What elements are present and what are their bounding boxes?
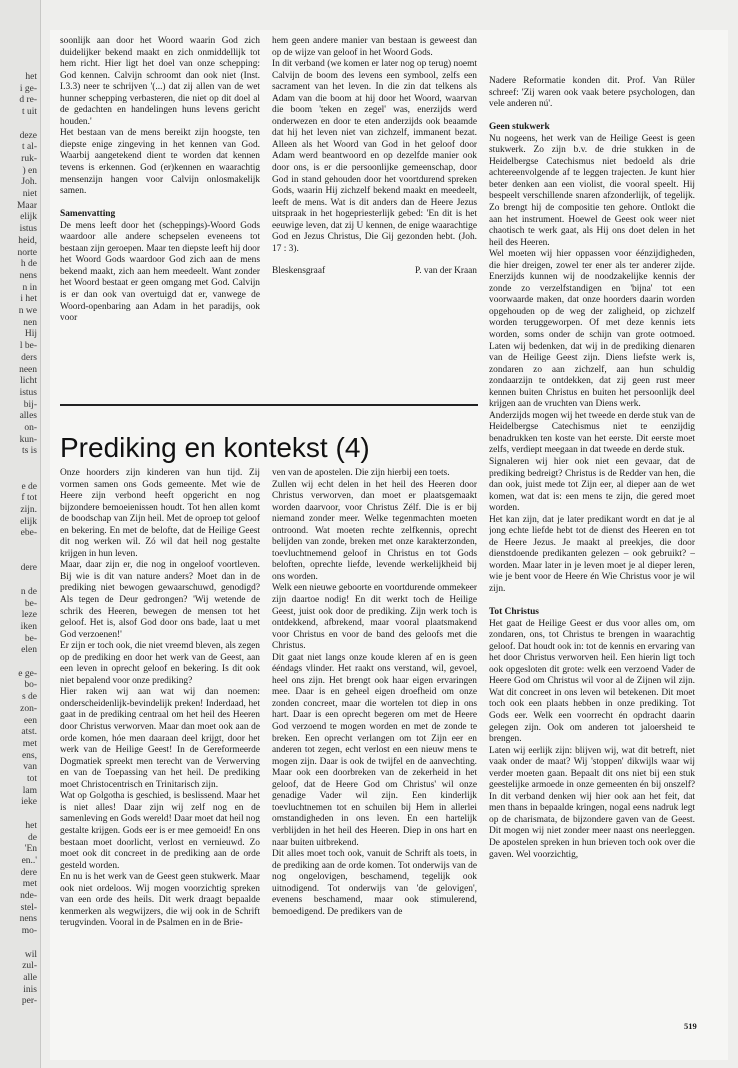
gutter-fragment: n we [18,306,37,316]
section-heading: Tot Christus [489,607,539,618]
gutter-fragment: nen [23,317,37,328]
gutter-fragment: lam [22,785,37,796]
gutter-fragment: ders [21,352,37,363]
gutter-fragment: alle [23,972,37,983]
gutter-fragment: t uit [21,107,37,118]
gutter-fragment: elijk [20,516,37,527]
gutter-fragment: i ge- [19,83,37,94]
gutter-fragment: i het [20,294,37,305]
gutter-fragment: elen [21,645,37,656]
gutter-fragment: wil [24,949,37,960]
paragraph: Onze hoorders zijn kinderen van hun tijd. Zij vormen samen ons Gods gemeente. Met wie de Heere zijn verbond heeft opgericht en nog bijzondere bemoeienissen houdt. Tot hen allen komt de boodschap van Zijn heil. Met de oproep tot geloof en bekering. En met de belofte, dat de Heilige Geest dit nog werken wil. Zó wil dat heil nog gestalte krijgen in hun leven. [60,468,260,559]
gutter-fragment: n de [20,586,37,597]
gutter-fragment: Maar [16,200,37,211]
paragraph: Dit gaat niet langs onze koude kleren af en is geen ééndags vlinder. Het raakt ons verstand, wil, gevoel, heel ons zijn. Het brengt ook haar eigen ervaringen mee. Daar is en geheel eigen droefheid om onze zonden concreet, maar die wortelen tot diep in ons hart. Daar is een oprecht begeren om met de Heere God verzoend te mogen worden en met de zonde te breken. Een oprecht verlangen om tot Zijn eer en anderen tot zegen, echt verlost en een nieuw mens te mogen zijn. Daar is ook de twijfel en de aanvechting. Maar ook een doorbreken van de zekerheid in het geloof, dat de Heere God om Christus' wil onze genadige Vader wil zijn. Een kinderlijk toevluchtnemen tot en schuilen bij Hem in allerlei omstandigheden in ons leven. En een hartelijk verblijden in het heil des Heeren. Diep in ons hart en naar buiten uitbrekend. [272,652,477,848]
gutter-fragment: per- [21,996,37,1007]
gutter-fragment: met [22,879,37,890]
paragraph: Anderzijds mogen wij het tweede en derde stuk van de Heidelbergse Catechismus niet te eenzijdig benadrukken ten koste van het eerste. Dit eerste moet zelfs, verdiept meegaan in dat tweede en derde stuk. [489,410,695,456]
gutter-fragment: het [25,820,37,831]
gutter-fragment: h de [20,259,37,270]
gutter-fragment: bij- [23,399,37,410]
gutter-fragment: leze [21,610,37,621]
paragraph: Maar, daar zijn er, die nog in ongeloof voortleven. Bij wie is dit van nature anders? Moet dan in de prediking niet bewogen gewaarschuwd, genodigd? Als tegen de Deur gedrongen? 'Wij wetende de schrik des Heeren, bewegen de mensen tot het geloof. Het is, alsof God door ons bade, laat u met God verzoenen!' [60,560,260,640]
gutter-fragment: Hij [24,329,37,340]
gutter-fragment: t al- [21,142,37,153]
article-column-1 [60,468,260,1008]
gutter-fragment: inis [23,984,37,995]
gutter-fragment: ts is [21,446,37,457]
paragraph: Het bestaan van de mens bereikt zijn hoogste, ten diepste enige zingeving in het kennen van God. Waarbij aangetekend dient te worden dat kennen tevens is erkennen. God (er)kennen en waarachtig mensenzijn hangen voor Calvijn onlosmakelijk samen. [60,128,260,197]
gutter-fragment: nens [19,270,37,281]
gutter-fragment: n in [22,282,37,293]
gutter-fragment: nde- [20,891,37,901]
gutter-fragment: d re- [19,95,37,106]
gutter-fragment: deze [19,130,37,141]
gutter-fragment: Joh. [21,177,37,188]
page-number: 519 [684,1021,697,1031]
paragraph: Signaleren wij hier ook niet een gevaar, dat de prediking bedreigt? Christus is de Redder van hen, die dan ook, juist mede tot Zijn eer, al dieper aan de wet komen, wat dat is: een mens te zijn, die gered moet worden. [489,457,695,514]
paragraph: Het gaat de Heilige Geest er dus voor alles om, om zondaren, ons, tot Christus te brengen in waarachtig geloof. Dat houdt ook in: tot de kennis en ervaring van het door Christus verworven heil. Een hierin ligt toch ook opgesloten dit grote: welk een verzoend Vader de Heere God om Christus wil voor al de Zijnen wil zijn. Wat dit concreet in ons leven wil betekenen. Dit moet toch ook een plaats hebben in onze prediking. Tot Gods eer. Welk een voorrecht én opdracht daarin gelegen zijn. Ook om anderen tot jaloersheid te brengen. [489,618,695,745]
gutter-fragment: atst. [21,727,37,738]
paragraph: Laten wij eerlijk zijn: blijven wij, wat dit betreft, niet vaak onder de maat? Wij 'stoppen' dikwijls waar wij verder moeten gaan. Bepaalt dit ons niet bij een stuk geestelijke armoede in onze gemeenten én bij onszelf? In dit verband denken wij hier ook aan het feit, dat men thans in bepaalde kringen, nogal eens nadruk legt op de charismata, de bijzondere gaven van de Geest. Dit mogen wij niet zonder meer naast ons neerleggen. De apostelen spreken in hun brieven toch ook over die gaven. Wel voorzichtig, [489,745,695,860]
gutter-fragment: van [23,762,37,773]
gutter-fragment: mo- [21,926,37,937]
paragraph: Wat op Golgotha is geschied, is beslissend. Maar het is niet alles! Daar zijn wij zelf nog en de samenleving en Gods wereld! Daar moet dat heil nog gestalte krijgen. Gods eer is er mee gemoeid! En ons bestaan moet doorlicht, verlost en vernieuwd. Zo moet ook dit concreet in de prediking aan de orde gesteld worden. [60,791,260,871]
gutter-fragment: met [22,738,37,749]
gutter-fragment: ieke [21,797,37,808]
paragraph: Er zijn er toch ook, die niet vreemd bleven, als zegen op de prediking en door het werk van de Geest, aan een leven in oprecht geloof en bekering. Is dit ook niet bepalend voor onze prediking? [60,641,260,686]
top-article-column-1 [60,36,260,402]
gutter-fragment: iken [20,621,37,632]
gutter-fragment: on- [24,423,37,433]
paragraph: De mens leeft door het (scheppings)-Woord Gods waardoor alle andere schepselen eveneens tot bestaan zijn geroepen. Maar ten diepste leeft hij door het Woord Gods waardoor God zich aan de mens bekend maakt, zich aan hem meedeelt. Want zonder het Woord bestaat er geen omgang met God. Calvijn is er dan ook van overtuigd dat er, vanwege de Woord-openbaring aan Adam in het paradijs, ook voor [60,220,260,324]
paragraph: Hier raken wij aan wat wij dan noemen: onderscheidenlijk-bevindelijk preken! Inderdaad, het gaat in de prediking centraal om het heil des Heeren door Christus verworven. Maar dan moet ook aan de orde komen, hóe men daaraan deel krijgt, door het werk van de Heilige Geest! In de Gereformeerde Dogmatiek spreekt men terecht van de Verwerving en van de Toepassing van het heil. De prediking moet Christocentrisch en Trinitarisch zijn. [60,687,260,790]
gutter-fragment: norte [17,247,37,258]
paragraph: Wel moeten wij hier oppassen voor éénzijdigheden, die hier dreigen, zowel ter ener als ter anderer zijde. Enerzijds kunnen wij de noodzakelijke kennis der zonde zo verzelfstandigen en 'bijna' tot een voorwaarde maken, dat onze hoorders daarin worden opgehouden op de weg der zaligheid, op zichzelf worden teruggeworpen. Of met deze kennis iets worden, soms onder de schijn van grote ootmoed. Laten wij bedenken, dat wij in de prediking dienaren van de Heilige Geest zijn. Diens liefste werk is, zondaren zo aan zichzelf, aan hun schuldig zondaarzijn te ontdekken, dat zij geen rust meer kennen buiten Christus en buiten het persoonlijk deel krijgen aan de vruchten van Diens werk. [489,249,695,410]
paragraph: Het kan zijn, dat je later predikant wordt en dat je al jong echte liefde hebt tot de dienst des Heeren en tot de Heere Jezus. Je maakt al preekjes, die door dienstdoende predikanten gelezen – ook gebruikt? – worden. Maar later in je leven moet je al dieper leren, wie je bent voor de Heere én Wie Christus voor je wil zijn. [489,514,695,595]
gutter-fragment: alles [19,411,37,422]
gutter-fragment: neen [19,364,37,375]
gutter-fragment: nens [19,914,37,925]
gutter-fragment: e de [21,481,37,492]
gutter-fragment: en..' [21,855,37,866]
previous-page-edge [0,0,41,1068]
gutter-fragment: s de [21,692,37,703]
gutter-fragment: niet [22,189,37,199]
gutter-fragment: een [23,715,37,726]
gutter-fragment: dere [20,563,37,574]
paragraph: Zullen wij echt delen in het heil des Heeren door Christus verworven, dan moet er plaatsgemaakt worden daarvoor, voor Christus Zélf. Die is er bij niemand zonder meer. Welke tegenmachten moeten ontroond. Wat moeten rechte zelfkennis, oprecht belijden van zonde, breken met onze karakterzonden, toevluchtnemend geloof in Christus en tot Gods beloften, oprechte liefde, levende werkelijkheid bij ons worden. [272,479,477,582]
signature-author: P. van der Kraan [415,266,477,277]
section-heading: Samenvatting [60,209,116,220]
gutter-fragment: ruk- [21,153,37,164]
gutter-fragment: elijk [20,212,37,223]
gutter-fragment: be- [24,633,37,644]
gutter-fragment: ebe- [20,528,37,539]
gutter-fragment: het [25,72,37,82]
gutter-fragment: tot [26,774,37,784]
gutter-fragment: f tot [21,493,37,504]
gutter-fragment: zon- [20,703,37,714]
gutter-fragment: stel- [20,902,37,913]
signature-place: Bleskensgraaf [272,266,326,277]
paragraph: soonlijk aan door het Woord waarin God zich duidelijker bekend maakt en zich onmiddellijk tot hem richt. Hier ligt het doel van onze schepping: God kennen. Calvijn schroomt dan ook niet (Inst. I.3.3) neer te schrijven '(...) dat zij allen van de wet hunner schepping verbasteren, die niet op dit doel al de gedachten en handelingen huns levens gericht houden.' [60,36,260,127]
gutter-fragment: de [28,832,37,843]
paragraph: Dit alles moet toch ook, vanuit de Schrift als toets, in de prediking aan de orde komen. Tot onderwijs van de nog ongelovigen, beschamend, tegelijk ook uitnodigend. Tot onderwijs van 'de gelovigen', evenens beschamend, maar ook stimulerend, bemoedigend. De predikers van de [272,849,477,917]
gutter-fragment: dere [20,867,37,878]
gutter-fragment: kun- [19,434,37,445]
section-divider [60,404,478,406]
gutter-fragment: bo- [24,680,37,691]
article-column-2 [272,468,477,1008]
gutter-fragment: istus [19,224,37,235]
paragraph: Welk een nieuwe geboorte en voortdurende ommekeer zijn daartoe nodig! En dit werkt toch de Heilige Geest, juist ook door de prediking. Zijn werk toch is ontdekkend, afbrekend, maar vooral plaatsmakend voor Christus en voor de band des geloofs met die Christus. [272,583,477,652]
top-article-column-2 [272,36,477,402]
gutter-fragment: heid, [18,235,37,246]
gutter-fragment: istus [19,387,37,398]
gutter-fragment: ) en [22,165,37,176]
gutter-fragment: zijn. [20,504,37,515]
paragraph: In dit verband (we komen er later nog op terug) noemt Calvijn de boom des levens een symbool, zelfs een sacrament van het leven. In die zin dat telkens als Adam van die boom at hij door het Woord, waarvan die boom 'teken en zegel' was, enerzijds werd onderwezen en door te eten anderzijds ook beaamde dat hij het leven niet van zichzelf, immanent bezat. Alleen als het Woord van God in het geloof door Adam werd beantwoord en op dezelfde manier ook door ons, is er die persoonlijke gemeenschap, door God in stand gehouden door het voortdurend spreken Gods, waarin Hij zichzelf bekend maakt en meedeelt, leeft de mens. Wat is dit anders dan de Heere Jezus uitspraak in het hogepriesterlijk gebed: 'En dit is het eeuwige leven, dat zij U kennen, de enige waarachtige God en Jezus Christus, Die Gij gezonden hebt. (Joh. 17 : 3). [272,59,477,254]
section-heading: Geen stukwerk [489,122,550,133]
paragraph: Nadere Reformatie konden dit. Prof. Van Rüler schreef: 'Zij waren ook vaak betere psychologen, dan vele anderen nú'. [489,76,695,110]
article-title: Prediking en kontekst (4) [60,432,370,463]
gutter-fragment: l be- [19,341,37,352]
paragraph: En nu is het werk van de Geest geen stukwerk. Maar ook niet ordeloos. Wij mogen voorzichtig spreken van een orde des heils. Dit werk draagt bepaalde kenmerken als wegwijzers, die wij ook in de Schrift terugvinden. Vooral in de Psalmen en in de Brie- [60,872,260,929]
gutter-fragment: e ge- [18,668,37,679]
paragraph: ven van de apostelen. Die zijn hierbij een toets. [272,468,450,478]
gutter-fragment: licht [20,376,37,387]
signature-line [272,266,477,278]
paragraph: Nu nogeens, het werk van de Heilige Geest is geen stukwerk. Zo zijn b.v. de drie stukken in de Heidelbergse Catechismus niet bedoeld als drie achtereenvolgende af te leggen trajecten. Je kunt hier beter denken aan een violist, die vooral speelt. Hij bespeelt verschillende snaren afzonderlijk, of tegelijk. Zo brengt hij de compositie ten gehore. Ontlokt die aan het instrument. Hoewel de Geest ook weer niet chaotisch te werk gaat, als Hij ons doet delen in het heil des Heeren. [489,133,695,248]
gutter-fragment: be- [24,598,37,609]
article-column-3 [489,76,695,1016]
gutter-fragment: 'En [24,844,37,855]
paragraph: hem geen andere manier van bestaan is geweest dan op de wijze van geloof in het Woord Gods. [272,36,477,58]
gutter-fragment: zul- [22,961,37,972]
gutter-fragment: ens, [21,750,37,761]
